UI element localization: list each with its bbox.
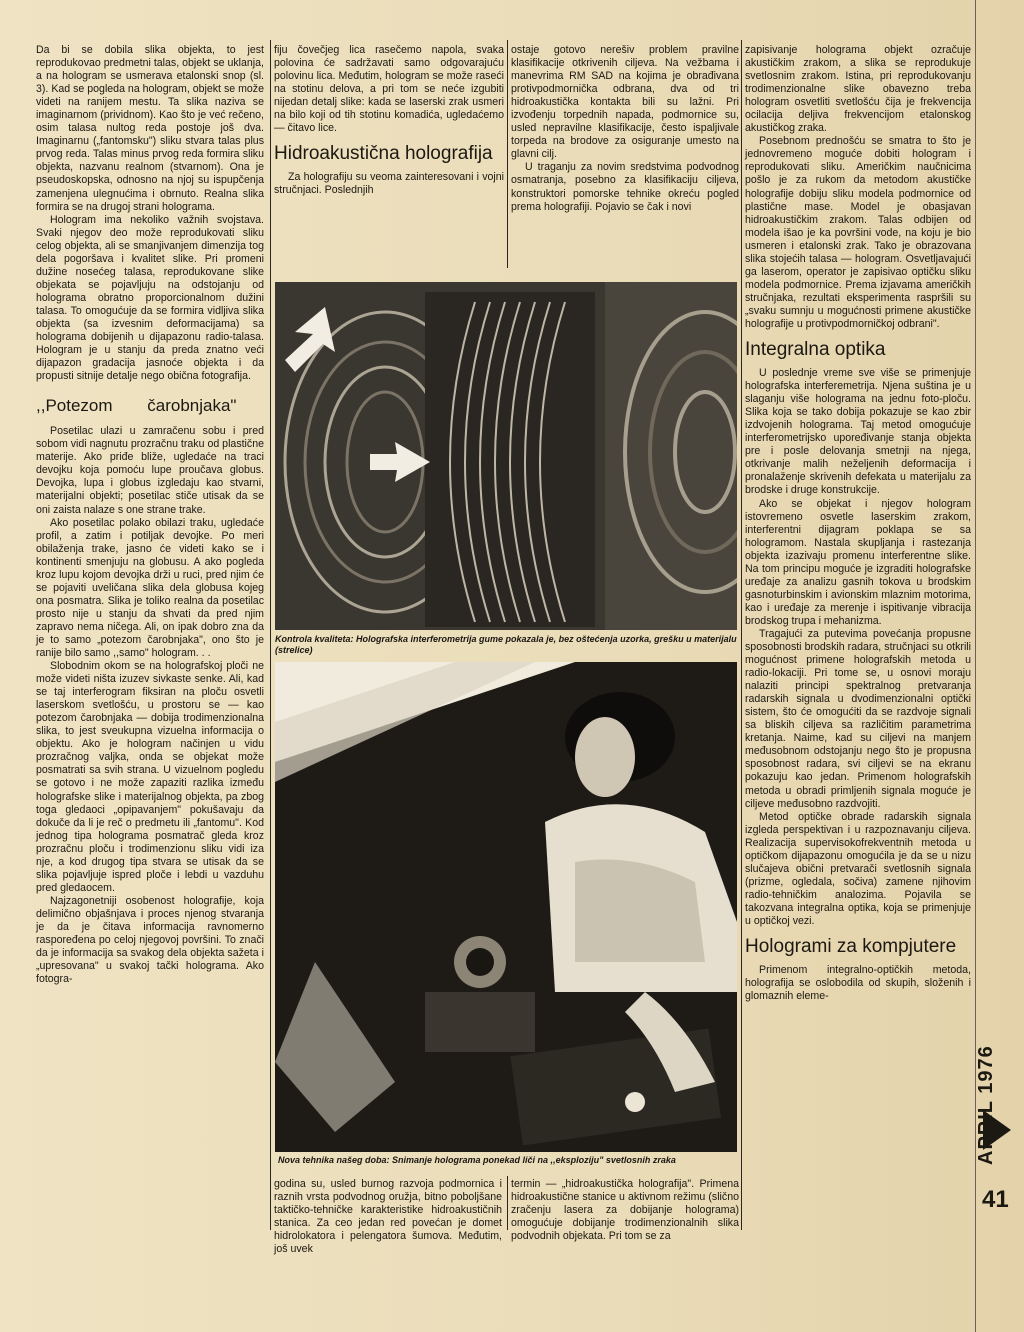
- column-rule-2-bottom: [507, 1176, 508, 1230]
- heading-hidroakusticna-holografija: Hidroakustična holografija: [274, 143, 493, 165]
- heading-hologrami-za-kompjutere: Hologrami za kompjutere: [745, 936, 957, 958]
- column-3-bottom: [511, 1178, 739, 1243]
- tire-hologram-photo: [275, 282, 737, 630]
- col2-bottom-paragraph: godina su, usled burnog razvoja podmornica i raznih vrsta podvodnog oružja, bitno poboljšane taktičko-tehničke karakteristike hidroakustičnih stanica. Za ceo jedan red povećan je domet hidrolokatora i pelengatora šumova. Međutim, još uvek: [274, 1178, 502, 1256]
- col1-paragraph-3: Posetilac ulazi u zamračenu sobu i pred sobom vidi nagnutu prozračnu traku od plastične materije. Ako priđe bliže, ugledaće na traci devojku koja pomoću lupe proučava globus. Devojka, lupa i globus izgledaju kao stvarni, materijalni objekti; posetilac stiče utisak da se oni zaista nalaze s one strane trake.: [36, 425, 264, 516]
- column-3: [511, 44, 739, 214]
- col1-paragraph-5: Slobodnim okom se na holografskoj ploči ne može videti ništa izuzev sivkaste senke. Ali, kad se taj interferogram fiksiran na ploču osvetli laserskom svetlošću, u prostoru se — kao potezom čarobnjaka — dobija trodimenzionalna slika, to jest sveukupna vizuelna informacija o objektu. Ako je hologram načinjen u vidu prozračnog valjka, onda se objekat može posmatrati sa svih strana. U vizuelnom pogledu se gotovo i ne može zapaziti razlika između holografske slike i materijalnog objekta, pa zbog toga gledaoci „opipavanjem" pokušavaju da dokuče da li je reč o predmetu ili „fantomu". Kod jednog tipa holograma posmatrač gleda kroz prozračnu ploču i trodimenzionu sliku vidi iza nje, a kod drugog tipa stvara se utisak da se slika pojavljuje ispred ploče i lebdi u vazduhu pred gledaocem.: [36, 660, 264, 894]
- col4-paragraph-4: Ako se objekat i njegov hologram istovremeno osvetle laserskim zrakom, interferentni dijagram poklapa se sa hologramom. Nastala skupljanja i rastezanja objekta izazivaju promenu interferentne slike. Na tom principu moguće je izgraditi holografske uređaje za analizu gasnih tokova u brodskim gasnoturbinskim i avionskim mlaznim motorima, kao i uređaje za merenje i ispitivanje vibracija brodskog trupa i mehanizma.: [745, 497, 971, 627]
- heading-potezom-carobnjaka: ,,Potezom čarobnjaka": [36, 396, 237, 416]
- column-1: [36, 44, 264, 986]
- col2-intro: Za holografiju su veoma zainteresovani i vojni stručnjaci. Poslednjih: [274, 171, 504, 197]
- issue-date: APRIL 1976: [975, 1045, 997, 1165]
- column-rule-2: [507, 40, 508, 268]
- col4-paragraph-3: U poslednje vreme sve više se primenjuje holografska interferemetrija. Njena suština je u slaganju više holograma na jednu foto-ploču. Slika koja se tako dobija pokazuje se kao zbir izdvojenih holograma. Taj metod omogućuje interferometrijsko upoređivanje stanja objekta pre i posle delovanja smetnji na njega, otkrivanje malih neželjenih deformacija i pronalaženje skrivenih defekata u materijalu za brodske i druge konstrukcije.: [745, 367, 971, 497]
- column-2-bottom: [274, 1178, 502, 1256]
- heading-integralna-optika: Integralna optika: [745, 339, 886, 361]
- column-2: [274, 44, 504, 197]
- col2-paragraph: fiju čovečjeg lica rasečemo napola, svaka polovina će sadržavati samo odgovarajuću polovinu lica. Međutim, hologram se može raseći na stotinu delova, a pri tom se neće izgubiti nijedan detalj slike: kada se laserski zrak usmeri na bilo koji od tih stotinu komadića, ugledaćemo — čitavo lice.: [274, 44, 504, 135]
- col1-paragraph-6: Najzagonetniji osobenost holografije, koja delimično objašnjava i proces njenog stvaranja je da je čitava informacija ravnomerno raspoređena po celoj njegovoj površini. To znači da je informacija sa svakog dela objekta sažeta i „upresovana" u svakoj tački holograma. Ako fotogra-: [36, 894, 264, 986]
- column-4: [745, 44, 971, 1003]
- col1-paragraph-4: Ako posetilac polako obilazi traku, ugledaće profil, a zatim i potiljak devojke. Po meri obilaženja trake, jasno će videti kako se i kontinenti smenjuju na globusu. A ako pogleda kroz lupu kojom devojka drži u ruci, pred njim će se pojaviti uveličana slika dela globusa kojeg ona posmatra. Slika je toliko realna da posetilac prosto nije u stanju da shvati da pred njim zapravo nema ničega. Ali, on ipak dobro zna da je to samo „potezom čarobnjaka", ono što je ranije bilo samo ,,samo" hologram. . .: [36, 516, 264, 660]
- col4-paragraph-6: Metod optičke obrade radarskih signala izgleda perspektivan i u razpoznavanju ciljeva. Realizacija supervisokofrekventnih metoda u optičkom dijapazonu omogućila je da se u nizu slučajeva obični pretvarači svetlosnih signala (prizme, ogledala, sočiva) zamene njihovim radio-tehničkim analozima. Pojavila se takozvana integralna optika, koja se primenjuje u optičkoj vezi.: [745, 810, 971, 927]
- col1-paragraph-1: Da bi se dobila slika objekta, to jest reprodukovao predmetni talas, objekt se uklanja, a na hologram se usmerava etalonski snop (sl. 3). Kad se pogleda na hologram, objekt se može videti na ranijem mestu. Ta slika naziva se imaginarnom (prividnom). Kao što je već rečeno, osim talasa nultog reda postoje još dva. Imaginarnu („fantomsku") sliku stvara talas plus prvog reda. Talas minus prvog reda formira sliku objekta, nazvanu realnom (stvarnom). Ona je pseudoskopska, odnosno na njoj su ispupčenja zamenjena ulegnućima i obrnuto. Realna slika formira se na drugoj strani holograma.: [36, 44, 264, 213]
- photo1-caption: Kontrola kvaliteta: Holografska interferometrija gume pokazala je, bez oštećenja uzorka, grešku u materijalu (strelice): [275, 634, 737, 655]
- col4-paragraph-2: Posebnom prednošću se smatra to što je jednovremeno moguće dobiti hologram i reprodukovati sliku. Američkim naučnicima pošlo je za rukom da metodom akustičke holografije dobiju sliku modela podmornice od plastične mase. Model je obasjavan hidroakustičkim zrakom. Talas odbijen od modela išao je ka površini vode, na koju je bio usmeren i etalonski zrak. Tako je obrazovana slika stojećih talasa — hologram. Osvetljavajući ga laserom, operator je zapisivao optičku sliku modela podmornice. Prema izjavama američkih stručnjaka, rezultati eksperimenta raspršili su „svaku sumnju u mogućnosti primene akustičke holografije u protivpodmorničkoj odbrani".: [745, 135, 971, 330]
- col3-bottom-paragraph: termin — „hidroakustička holografija". Primena hidroakustične stanice u aktivnom režimu (slično zračenju lasera za dobijanje holograma) omogućuje dobijanje trodimenzionalnih slika podvodnih objekata. Pri tom se za: [511, 1178, 739, 1243]
- col3-paragraph-1: ostaje gotovo nerešiv problem pravilne klasifikacije otkrivenih ciljeva. Na vežbama i manevrima RM SAD na kojima je obrađivana protivpodmornička odbrana, dva od tri hidroakustička kontakta bili su lažni. Pri izvođenju torpednih napada, podmornice su, usled nepravilne klasifikacije, često ispaljivale torpeda na brodove za osiguranje umesto na glavni cilj.: [511, 44, 739, 161]
- column-rule-1: [270, 40, 271, 1230]
- page-number: 41: [982, 1186, 1009, 1213]
- hologram-recording-photo: [275, 662, 737, 1152]
- tire-hologram-image: [275, 282, 737, 630]
- col4-paragraph-5: Tragajući za putevima povećanja propusne sposobnosti brodskih radara, stručnjaci su otkrili mogućnost primene holografskih metoda u radio-lokaciji. Pri tome se, u osnovi moraju nalaziti principi spektralnog pretvaranja radarskih signala u dvodimenzionalni optički sistem, što će omogućiti da se razdvoje signali sa bliskih ciljeva sa različitim parametrima kretanja. Naime, kad su ciljevi na manjem međusobnom odstojanju nego što je propusna sposobnost radara, svi ciljevi se na ekranu pokazuju kao jedan. Primenom holografskih metoda u obradi primljenih signala moguće je ciljeve međusobno razdvojiti.: [745, 627, 971, 810]
- col4-paragraph-1: zapisivanje holograma objekt ozračuje akustičkim zrakom, a slika se reprodukuje svetlosnim zrakom. Istina, pri reprodukovanju trodimenzionalne slike obavezno treba hologram osvetliti svetlošću čija je frekvencija ocilacija deljiva frekvencijom etalonskog akustičkog zraka.: [745, 44, 971, 135]
- col1-paragraph-2: Hologram ima nekoliko važnih svojstava. Svaki njegov deo može reprodukovati sliku celog objekta, ali se smanjivanjem dimenzija tog dela pogoršava i kvalitet slike. Pri promeni dužine nosećeg talasa, reprodukovane slike objekata se pojavljuju na odstojanju od holograma obratno proporcionalnom dužini talasa. To omogućuje da se formira vidljiva slika objekta (sa izvesnim deformacijama) sa holograma dobijenih u dijapazonu radio-talasa. Hologram je u stanju da preda znatno veći dijapazon gradacija jasnoće objekta i da propusti sitnije detalje nego obična fotografija.: [36, 213, 264, 383]
- col3-paragraph-2: U traganju za novim sredstvima podvodnog osmatranja, posebno za klasifikaciju ciljeva, konstruktori pomorske tehnike okreću pogled prema holografiji. Pojavio se čak i novi: [511, 161, 739, 213]
- hologram-recording-image: [275, 662, 737, 1152]
- column-rule-3: [741, 40, 742, 1230]
- col4-paragraph-7: Primenom integralno-optičkih metoda, holografija se oslobodila od skupih, složenih i glomaznih eleme-: [745, 964, 971, 1003]
- photo2-caption: Nova tehnika našeg doba: Snimanje holograma ponekad liči na ,,eksploziju" svetlosnih zraka: [278, 1155, 676, 1165]
